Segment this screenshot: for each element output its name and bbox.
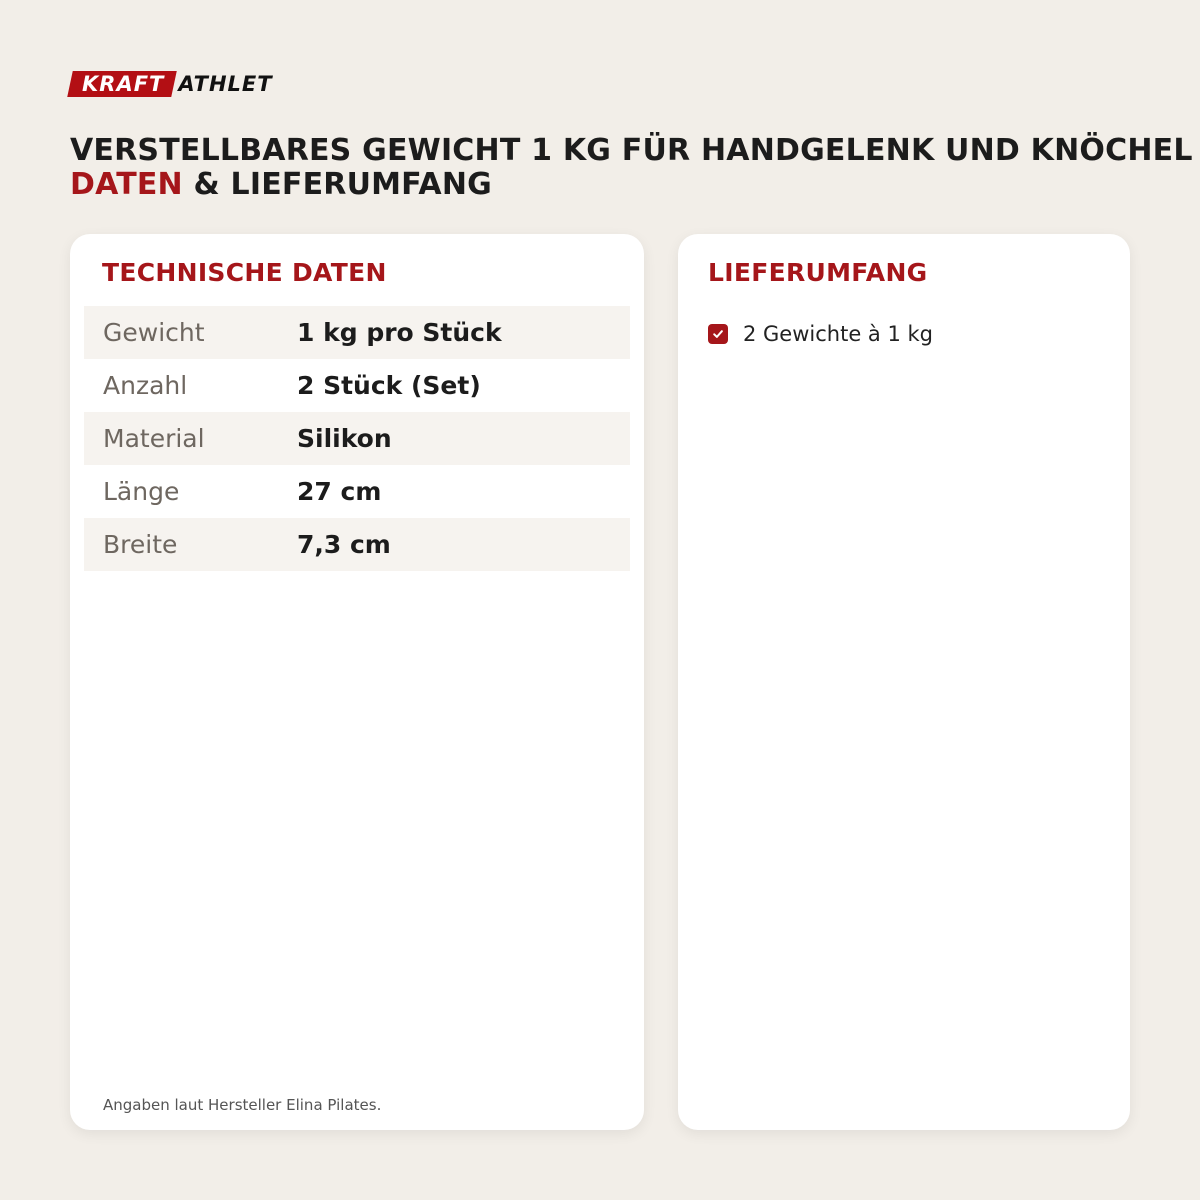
- spec-label: Länge: [103, 477, 180, 506]
- brand-logo: [70, 70, 273, 98]
- spec-row-weight: [84, 306, 630, 359]
- list-item: [708, 320, 933, 348]
- logo-athlet-text: ATHLET: [178, 72, 273, 96]
- spec-label: Gewicht: [103, 318, 205, 347]
- checkbox-checked-icon: [708, 324, 728, 344]
- scope-list: [708, 320, 933, 348]
- page-title: [70, 134, 1193, 202]
- scope-of-delivery-card: [678, 234, 1130, 1130]
- spec-row-material: [84, 412, 630, 465]
- logo-kraft-text: KRAFT: [82, 72, 165, 96]
- checkmark-icon: [712, 328, 724, 340]
- page-title-rest: & LIEFERUMFANG: [182, 167, 492, 202]
- spec-value: 7,3 cm: [297, 530, 391, 559]
- spec-label: Material: [103, 424, 205, 453]
- page-title-line2: [70, 168, 1193, 202]
- spec-table: [84, 306, 630, 571]
- spec-value: 27 cm: [297, 477, 382, 506]
- spec-value: Silikon: [297, 424, 392, 453]
- spec-label: Anzahl: [103, 371, 188, 400]
- spec-value: 1 kg pro Stück: [297, 318, 502, 347]
- spec-row-length: [84, 465, 630, 518]
- scope-item-text: 2 Gewichte à 1 kg: [743, 322, 933, 346]
- spec-label: Breite: [103, 530, 178, 559]
- scope-of-delivery-title: LIEFERUMFANG: [708, 258, 928, 287]
- spec-row-width: [84, 518, 630, 571]
- spec-value: 2 Stück (Set): [297, 371, 481, 400]
- page-title-accent: DATEN: [70, 167, 183, 202]
- technical-data-title: TECHNISCHE DATEN: [102, 258, 387, 287]
- spec-row-count: [84, 359, 630, 412]
- page-title-line1: VERSTELLBARES GEWICHT 1 KG FÜR HANDGELENK UND KNÖCHEL: [70, 133, 1193, 168]
- logo-kraft-box: [67, 71, 177, 97]
- technical-data-card: [70, 234, 644, 1130]
- footnote: Angaben laut Hersteller Elina Pilates.: [103, 1096, 382, 1114]
